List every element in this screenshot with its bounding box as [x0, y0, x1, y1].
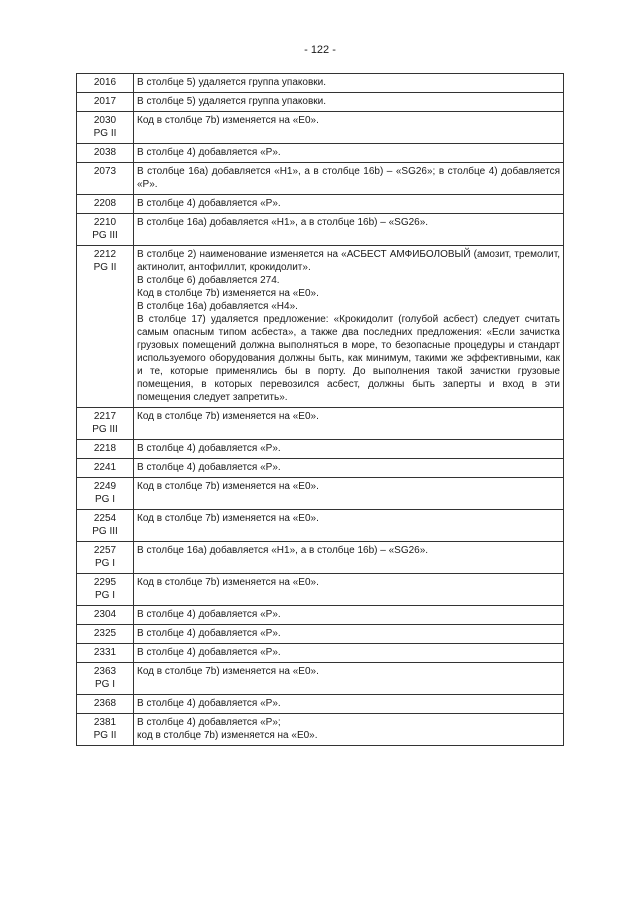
- table-row: [77, 574, 564, 606]
- amendment-text-cell: [134, 112, 564, 144]
- amendment-text: код в столбце 7b) изменяется на «E0».: [137, 730, 318, 741]
- amendment-text: Код в столбце 7b) изменяется на «E0».: [137, 411, 319, 422]
- un-number-cell: [77, 695, 134, 714]
- table-row: [77, 214, 564, 246]
- un-number-cell: [77, 606, 134, 625]
- amendment-text-cell: [134, 93, 564, 112]
- amendment-text: Код в столбце 7b) изменяется на «E0».: [137, 513, 319, 524]
- table-row: [77, 440, 564, 459]
- un-number-cell: [77, 93, 134, 112]
- amendment-text-cell: [134, 606, 564, 625]
- table-row: [77, 542, 564, 574]
- table-row: [77, 644, 564, 663]
- un-number-cell: [77, 195, 134, 214]
- amendment-text: В столбце 4) добавляется «P».: [137, 609, 281, 620]
- un-number: 2030: [93, 115, 117, 126]
- page-number: - 122 -: [304, 44, 336, 56]
- amendment-text: В столбце 4) добавляется «P»;: [137, 717, 281, 728]
- un-number: 2249: [93, 481, 117, 492]
- un-number: 2368: [93, 698, 117, 709]
- amendments-table-body: [77, 74, 564, 746]
- amendment-text-cell: [134, 144, 564, 163]
- un-number: 2210: [93, 217, 117, 228]
- un-number: 2331: [93, 647, 117, 658]
- amendment-text: В столбце 4) добавляется «P».: [137, 628, 281, 639]
- un-number: 2017: [93, 96, 117, 107]
- amendment-text: Код в столбце 7b) изменяется на «E0».: [137, 115, 319, 126]
- amendments-table: [76, 73, 564, 746]
- table-row: [77, 246, 564, 408]
- table-row: [77, 714, 564, 746]
- amendment-text-cell: [134, 510, 564, 542]
- table-row: [77, 112, 564, 144]
- amendment-text: В столбце 4) добавляется «P».: [137, 647, 281, 658]
- amendment-text: Код в столбце 7b) изменяется на «E0».: [137, 481, 319, 492]
- amendment-text: В столбце 4) добавляется «P».: [137, 462, 281, 473]
- amendment-text: В столбце 4) добавляется «P».: [137, 198, 281, 209]
- packing-group: PG III: [92, 424, 118, 435]
- amendment-text-cell: [134, 625, 564, 644]
- table-row: [77, 663, 564, 695]
- table-row: [77, 606, 564, 625]
- un-number: 2304: [93, 609, 117, 620]
- packing-group: PG III: [92, 230, 118, 241]
- table-row: [77, 195, 564, 214]
- un-number-cell: [77, 408, 134, 440]
- table-row: [77, 144, 564, 163]
- amendment-text: Код в столбце 7b) изменяется на «E0».: [137, 666, 319, 677]
- table-row: [77, 93, 564, 112]
- amendment-text: В столбце 5) удаляется группа упаковки.: [137, 96, 326, 107]
- amendment-text: В столбце 6) добавляется 274.: [137, 275, 280, 286]
- packing-group: PG II: [93, 730, 117, 741]
- un-number-cell: [77, 163, 134, 195]
- un-number: 2212: [93, 249, 117, 260]
- amendment-text: В столбце 16а) добавляется «H1», а в столбце 16b) – «SG26».: [137, 545, 429, 556]
- amendment-text-cell: [134, 214, 564, 246]
- amendment-text: В столбце 5) удаляется группа упаковки.: [137, 77, 326, 88]
- table-row: [77, 625, 564, 644]
- amendment-text-cell: [134, 74, 564, 93]
- amendment-text-cell: [134, 440, 564, 459]
- amendment-text: Код в столбце 7b) изменяется на «E0».: [137, 577, 319, 588]
- un-number-cell: [77, 510, 134, 542]
- un-number-cell: [77, 144, 134, 163]
- packing-group: PG I: [94, 590, 115, 601]
- un-number-cell: [77, 440, 134, 459]
- amendment-text: В столбце 16а) добавляется «H1», а в столбце 16b) – «SG26»; в столбце 4) добавляется «P».: [137, 166, 560, 190]
- un-number: 2295: [93, 577, 117, 588]
- un-number-cell: [77, 112, 134, 144]
- amendment-text-cell: [134, 163, 564, 195]
- amendment-text: Код в столбце 7b) изменяется на «E0».: [137, 288, 319, 299]
- packing-group: PG II: [93, 262, 117, 273]
- amendment-text-cell: [134, 408, 564, 440]
- packing-group: PG I: [94, 494, 115, 505]
- table-row: [77, 74, 564, 93]
- un-number-cell: [77, 459, 134, 478]
- table-row: [77, 408, 564, 440]
- amendment-text: В столбце 17) удаляется предложение: «Крокидолит (голубой асбест) следует считать самым опасным типом асбеста», а также два последних предложения: «Если зачистка грузовых помещений должна выполняться в море, то безопасные процедуры и стандарт используемого оборудования должны быть, как минимум, такими же эффективными, как и те, которые применялись бы в порту. До выполнения такой зачистки грузовые помещения, в которых перевозился асбест, должны быть заперты и вход в эти помещения следует запретить».: [137, 314, 560, 403]
- table-row: [77, 163, 564, 195]
- table-row: [77, 459, 564, 478]
- table-row: [77, 478, 564, 510]
- un-number-cell: [77, 714, 134, 746]
- un-number: 2241: [93, 462, 117, 473]
- amendment-text-cell: [134, 459, 564, 478]
- amendment-text: В столбце 16а) добавляется «H4».: [137, 301, 298, 312]
- un-number-cell: [77, 214, 134, 246]
- amendment-text-cell: [134, 195, 564, 214]
- amendment-text: В столбце 4) добавляется «P».: [137, 443, 281, 454]
- un-number: 2016: [93, 77, 117, 88]
- un-number-cell: [77, 478, 134, 510]
- un-number: 2325: [93, 628, 117, 639]
- un-number: 2217: [93, 411, 117, 422]
- un-number-cell: [77, 663, 134, 695]
- un-number: 2381: [93, 717, 117, 728]
- un-number-cell: [77, 246, 134, 408]
- un-number: 2208: [93, 198, 117, 209]
- table-row: [77, 695, 564, 714]
- un-number: 2363: [93, 666, 117, 677]
- amendment-text-cell: [134, 644, 564, 663]
- un-number-cell: [77, 625, 134, 644]
- un-number-cell: [77, 644, 134, 663]
- packing-group: PG I: [94, 679, 115, 690]
- amendment-text-cell: [134, 574, 564, 606]
- amendment-text-cell: [134, 663, 564, 695]
- amendment-text-cell: [134, 542, 564, 574]
- un-number: 2218: [93, 443, 117, 454]
- un-number: 2073: [93, 166, 117, 177]
- packing-group: PG III: [92, 526, 118, 537]
- un-number-cell: [77, 74, 134, 93]
- un-number-cell: [77, 574, 134, 606]
- amendment-text: В столбце 4) добавляется «P».: [137, 698, 281, 709]
- packing-group: PG II: [93, 128, 117, 139]
- amendment-text: В столбце 4) добавляется «P».: [137, 147, 281, 158]
- un-number-cell: [77, 542, 134, 574]
- amendment-text-cell: [134, 478, 564, 510]
- un-number: 2254: [93, 513, 117, 524]
- un-number: 2038: [93, 147, 117, 158]
- amendment-text-cell: [134, 714, 564, 746]
- amendment-text-cell: [134, 695, 564, 714]
- amendment-text-cell: [134, 246, 564, 408]
- table-row: [77, 510, 564, 542]
- packing-group: PG I: [94, 558, 115, 569]
- amendment-text: В столбце 2) наименование изменяется на «АСБЕСТ АМФИБОЛОВЫЙ (амозит, тремолит, актинолит, антофиллит, крокидолит».: [137, 249, 560, 273]
- amendment-text: В столбце 16а) добавляется «H1», а в столбце 16b) – «SG26».: [137, 217, 429, 228]
- un-number: 2257: [93, 545, 117, 556]
